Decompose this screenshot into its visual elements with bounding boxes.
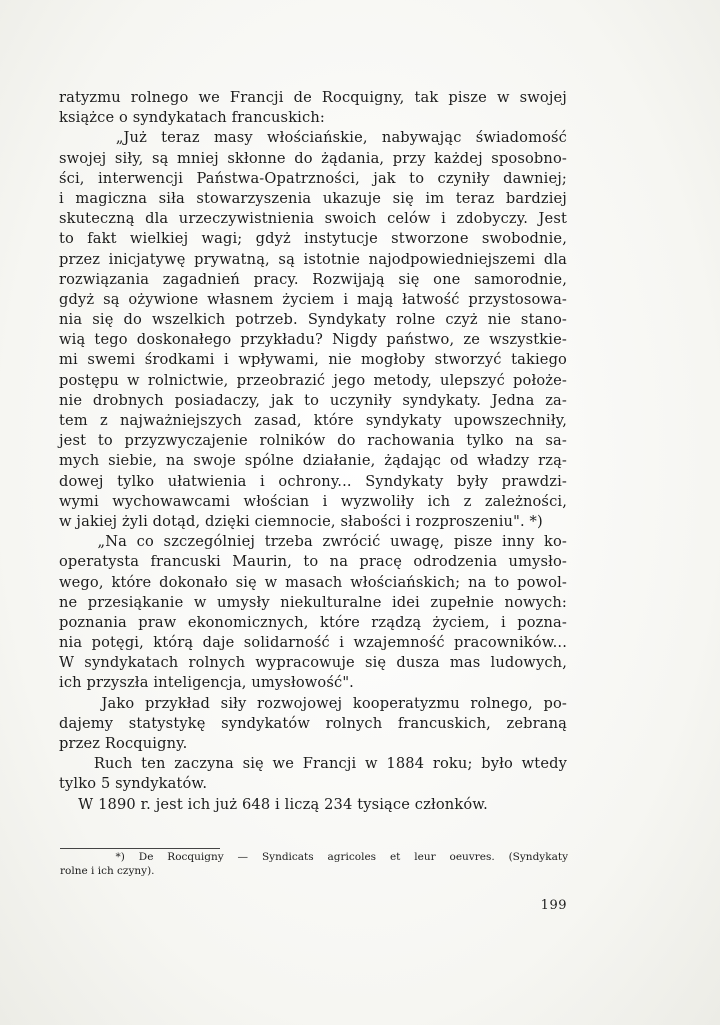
text-line: „Już teraz masy włościańskie, nabywając świadomość: [59, 129, 567, 147]
page-number: 199: [540, 898, 567, 913]
text-line: rozwiązania zagadnień pracy. Rozwijają się one samorodnie,: [59, 270, 567, 288]
text-line: wego, które dokonało się w masach włościańskich; na to powol-: [59, 573, 567, 591]
text-line: ich przyszła inteligencja, umysłowość".: [59, 674, 354, 692]
text-line: tylko 5 syndykatów.: [59, 775, 208, 793]
text-line: dajemy statystykę syndykatów rolnych francuskich, zebraną: [59, 714, 567, 732]
body-text: [59, 88, 567, 815]
text-line: ratyzmu rolnego we Francji de Rocquigny, tak pisze w swojej: [59, 89, 567, 106]
text-line: W 1890 r. jest ich już 648 i liczą 234 tysiące członków.: [59, 795, 488, 813]
text-line: nie drobnych posiadaczy, jak to uczyniły syndykaty. Jedna za-: [59, 391, 567, 409]
footnote-divider: [60, 848, 220, 849]
text-line: gdyż są ożywione własnem życiem i mają łatwość przystosowa-: [59, 290, 567, 308]
text-line: swojej siły, są mniej skłonne do żądania, przy każdej sposobno-: [59, 149, 567, 167]
text-line: poznania praw ekonomicznych, które rządzą życiem, i pozna-: [59, 613, 567, 631]
text-line: przez Rocquigny.: [59, 735, 188, 752]
text-line: nia potęgi, którą daje solidarność i wzajemność pracowników...: [59, 634, 567, 652]
text-line: operatysta francuski Maurin, to na pracę odrodzenia umysło-: [59, 553, 567, 571]
text-line: skuteczną dla urzeczywistnienia swoich celów i zdobyczy. Jest: [59, 210, 567, 228]
text-line: książce o syndykatach francuskich:: [59, 109, 325, 127]
text-line: przez inicjatywę prywatną, są istotnie najodpowiedniejszemi dla: [59, 250, 567, 268]
text-line: dowej tylko ułatwienia i ochrony... Syndykaty były prawdzi-: [59, 472, 567, 490]
text-line: „Na co szczególniej trzeba zwrócić uwagę, pisze inny ko-: [59, 533, 567, 551]
footnote: [60, 850, 568, 878]
text-line: Ruch ten zaczyna się we Francji w 1884 roku; było wtedy: [59, 755, 567, 773]
text-line: nia się do wszelkich potrzeb. Syndykaty rolne czyż nie stano-: [59, 311, 567, 329]
text-line: mi swemi środkami i wpływami, nie mogłoby stworzyć takiego: [59, 351, 567, 369]
text-line: w jakiej żyli dotąd, dzięki ciemnocie, słabości i rozproszeniu". *): [59, 512, 543, 530]
text-line: i magiczna siła stowarzyszenia ukazuje się im teraz bardziej: [59, 189, 567, 207]
text-line: postępu w rolnictwie, przeobrazić jego metody, ulepszyć położe-: [59, 371, 567, 389]
text-line: ne przesiąkanie w umysły niekulturalne idei zupełnie nowych:: [59, 593, 567, 611]
text-line: wymi wychowawcami włościan i wyzwoliły ich z zależności,: [59, 492, 567, 510]
text-line: to fakt wielkiej wagi; gdyż instytucje stworzone swobodnie,: [59, 230, 567, 248]
text-line: mych siebie, na swoje spólne działanie, żądając od władzy rzą-: [59, 452, 567, 470]
text-line: tem z najważniejszych zasad, które syndykaty upowszechniły,: [59, 412, 567, 429]
text-line: W syndykatach rolnych wypracowuje się dusza mas ludowych,: [59, 654, 567, 672]
text-line: Jako przykład siły rozwojowej kooperatyzmu rolnego, po-: [59, 694, 567, 712]
footnote-line: *) De Rocquigny — Syndicats agricoles et leur oeuvres. (Syndykaty: [60, 851, 568, 863]
text-line: wią tego doskonałego przykładu? Nigdy państwo, ze wszystkie-: [59, 331, 567, 349]
text-line: jest to przyzwyczajenie rolników do rachowania tylko na sa-: [59, 432, 567, 450]
text-line: ści, interwencji Państwa-Opatrzności, jak to czyniły dawniej;: [59, 169, 567, 187]
footnote-line: rolne i ich czyny).: [60, 865, 155, 877]
